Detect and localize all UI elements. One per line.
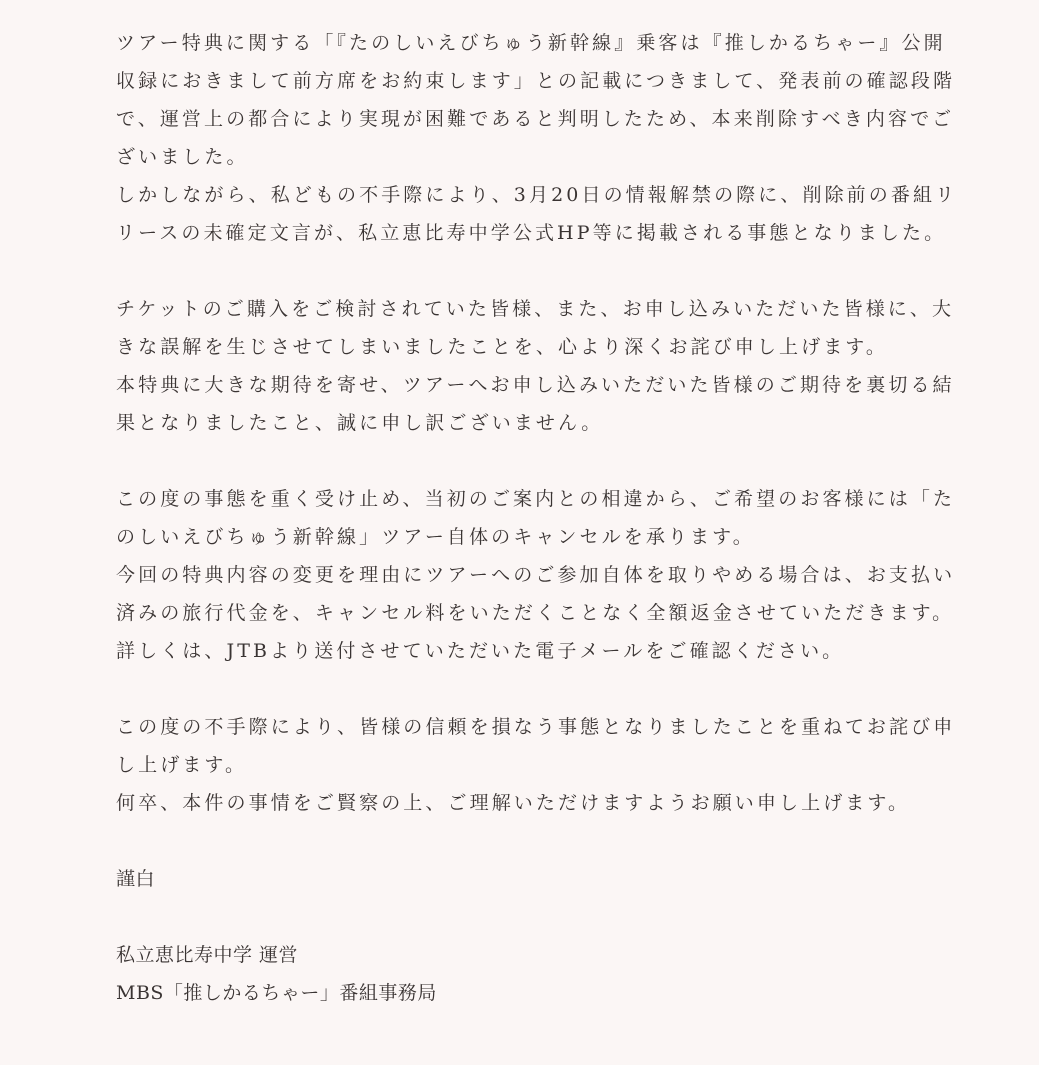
text-line: リースの未確定文言が、私立恵比寿中学公式HP等に掲載される事態となりました。 [116, 222, 947, 244]
paragraph-spacer [116, 442, 1016, 480]
text-line: ざいました。 [116, 146, 249, 168]
closing-salutation [116, 860, 1016, 898]
closing-text: 謹白 [116, 868, 156, 890]
signature-organization: 私立恵比寿中学 運営 [116, 944, 299, 966]
text-line: 果となりましたこと、誠に申し訳ございません。 [116, 412, 604, 434]
paragraph-final-apology [116, 708, 1016, 822]
text-line: 詳しくは、JTBより送付させていただいた電子メールをご確認ください。 [116, 640, 845, 662]
text-line: 本特典に大きな期待を寄せ、ツアーへお申し込みいただいた皆様のご期待を裏切る結 [116, 374, 955, 396]
paragraph-cancellation-policy [116, 480, 1016, 670]
paragraph-spacer [116, 252, 1016, 290]
text-line: この度の事態を重く受け止め、当初のご案内との相違から、ご希望のお客様には「た [116, 488, 956, 510]
text-line: しかしながら、私どもの不手際により、3月20日の情報解禁の際に、削除前の番組リ [116, 184, 958, 206]
paragraph-apology-background [116, 24, 1016, 252]
text-line: ツアー特典に関する「『たのしいえびちゅう新幹線』乗客は『推しかるちゃー』公開 [116, 32, 946, 54]
text-line: 済みの旅行代金を、キャンセル料をいただくことなく全額返金させていただきます。 [116, 602, 955, 624]
text-line: のしいえびちゅう新幹線」ツアー自体のキャンセルを承ります。 [116, 526, 755, 548]
announcement-document [116, 24, 1016, 1012]
text-line: 今回の特典内容の変更を理由にツアーへのご参加自体を取りやめる場合は、お支払い [116, 564, 956, 586]
text-line: 収録におきまして前方席をお約束します」との記載につきまして、発表前の確認段階 [116, 70, 956, 92]
paragraph-spacer [116, 898, 1016, 936]
signature-block [116, 936, 1016, 1012]
text-line: チケットのご購入をご検討されていた皆様、また、お申し込みいただいた皆様に、大 [116, 298, 955, 320]
paragraph-spacer [116, 822, 1016, 860]
text-line: この度の不手際により、皆様の信頼を損なう事態となりましたことを重ねてお詫び申 [116, 716, 956, 738]
paragraph-apology-customers [116, 290, 1016, 442]
text-line: し上げます。 [116, 754, 248, 776]
text-line: 何卒、本件の事情をご賢察の上、ご理解いただけますようお願い申し上げます。 [116, 792, 911, 814]
paragraph-spacer [116, 670, 1016, 708]
signature-organization: MBS「推しかるちゃー」番組事務局 [116, 982, 437, 1004]
text-line: で、運営上の都合により実現が困難であると判明したため、本来削除すべき内容でご [116, 108, 955, 130]
text-line: きな誤解を生じさせてしまいましたことを、心より深くお詫び申し上げます。 [116, 336, 888, 358]
